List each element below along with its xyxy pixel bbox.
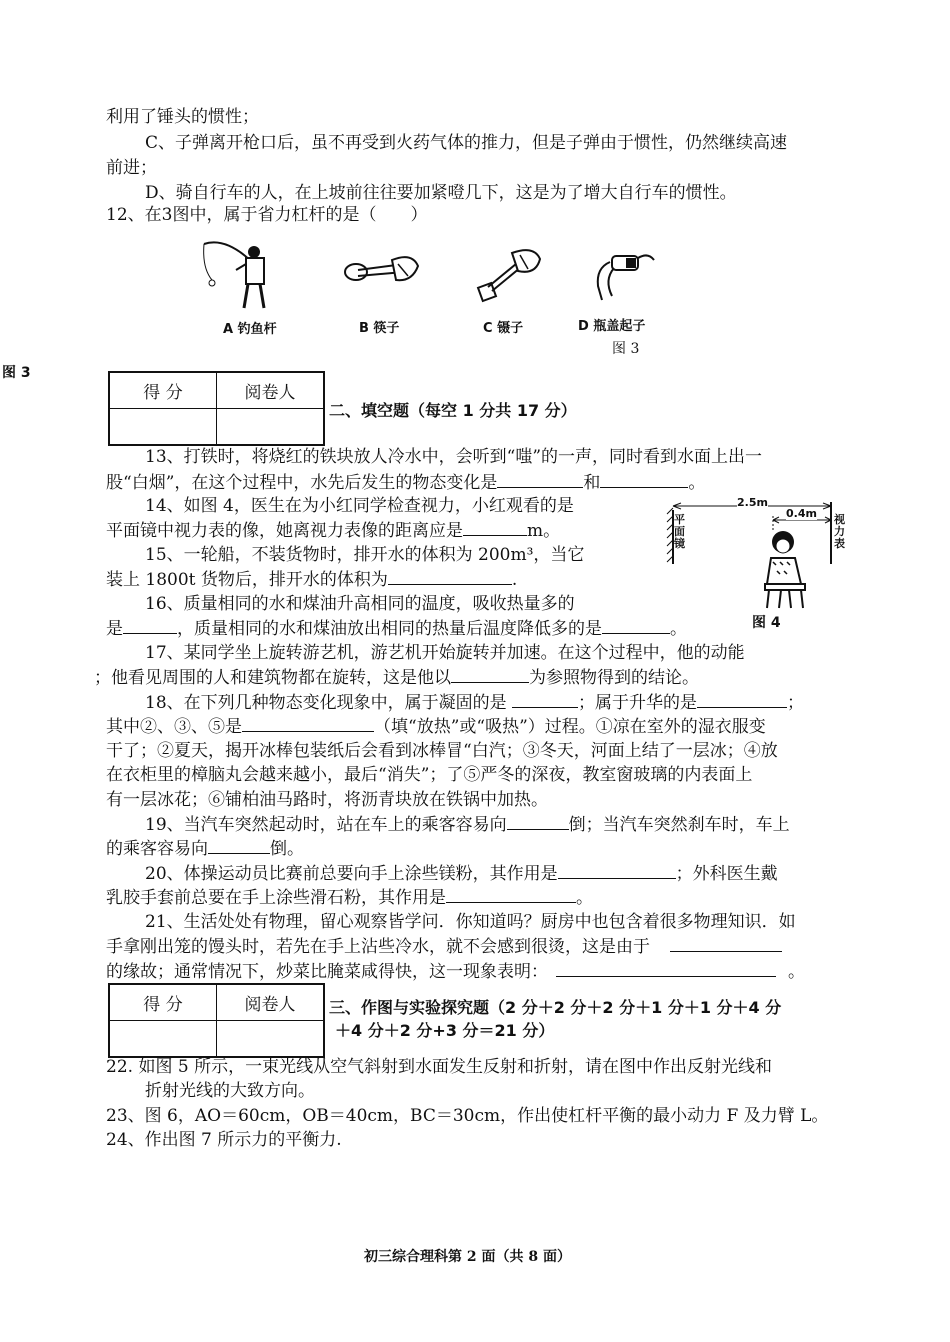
q20-text: 20、体操运动员比赛前总要向手上涂些镁粉，其作用是	[145, 864, 558, 884]
figure-4-mirror-label: 平面镜	[674, 513, 685, 550]
score-cell[interactable]	[109, 1021, 217, 1058]
question-15: 15、一轮船，不装货物时，排开水的体积为 200m³，当它	[145, 545, 585, 565]
question-24: 24、作出图 7 所示力的平衡力.	[106, 1130, 342, 1150]
q13-text: 和	[583, 473, 601, 493]
option-c: C、子弹离开枪口后，虽不再受到火药气体的推力，但是子弹由于惯性，仍然继续高速	[145, 133, 788, 153]
q18-blank-1[interactable]	[512, 691, 578, 708]
q21-blank-1[interactable]	[670, 935, 782, 952]
q13-text: 。	[688, 473, 706, 493]
q19-text: 19、当汽车突然起动时，站在车上的乘客容易向	[145, 815, 507, 835]
question-14-line2	[106, 519, 560, 542]
q20-text: ；外科医生戴	[675, 864, 778, 884]
question-19-line1	[145, 813, 790, 836]
reviewer-label: 阅卷人	[217, 984, 325, 1021]
q14-unit: m。	[527, 521, 561, 541]
q13-text: 股“白烟”，在这个过程中，水先后发生的物态变化是	[106, 473, 498, 493]
page-footer: 初三综合理科第 2 面（共 8 面）	[364, 1249, 571, 1265]
question-21-line2	[106, 935, 782, 958]
text-line: 利用了锤头的惯性；	[106, 107, 259, 127]
q18-text: （填“放热”或“吸热”）过程。①凉在室外的湿衣服变	[374, 717, 766, 737]
q20-blank-2[interactable]	[446, 886, 576, 903]
figure-4-distance-b: 0.4m	[786, 507, 817, 520]
figure-3-caption: 图 3	[612, 341, 640, 357]
figure-3-label-b: B 筷子	[359, 321, 400, 336]
question-16: 16、质量相同的水和煤油升高相同的温度，吸收热量多的	[145, 594, 575, 614]
section-2-title: 二、填空题（每空 1 分共 17 分）	[329, 401, 577, 420]
q16-end: 。	[670, 619, 687, 639]
figure-3-tweezers	[474, 247, 544, 305]
score-label: 得 分	[109, 984, 217, 1021]
question-13: 13、打铁时，将烧红的铁块放人冷水中，会听到“嗤”的一声，同时看到水面上出一	[145, 447, 763, 467]
figure-4-distance-a: 2.5m	[737, 496, 768, 509]
q15-end: .	[511, 570, 518, 590]
question-15-line2	[106, 568, 517, 591]
q13-blank-2[interactable]	[600, 471, 688, 488]
figure-3-label-d: D 瓶盖起子	[578, 319, 646, 334]
reviewer-cell[interactable]	[217, 409, 325, 446]
q19-text: 倒。	[270, 839, 304, 859]
reviewer-cell[interactable]	[217, 1021, 325, 1058]
question-23: 23、图 6，AO＝60cm，OB＝40cm，BC＝30cm，作出使杠杆平衡的最小动力 F 及力臂 L。	[106, 1106, 829, 1126]
question-14: 14、如图 4，医生在为小红同学检查视力，小红观看的是	[145, 496, 574, 516]
q16-text: 是	[106, 619, 123, 639]
figure-4-diagram	[655, 492, 855, 612]
q16-blank-1[interactable]	[123, 617, 177, 634]
q19-blank-2[interactable]	[208, 837, 270, 854]
q17-blank[interactable]	[451, 666, 529, 683]
section-3-title: 三、作图与实验探究题（2 分＋2 分＋2 分＋1 分＋1 分＋4 分	[329, 998, 782, 1017]
question-18-line4: 在衣柜里的樟脑丸会越来越小，最后“消失”；了⑤严冬的深夜，教室窗玻璃的内表面上	[106, 765, 753, 785]
question-21-line3	[106, 960, 805, 983]
q15-blank[interactable]	[388, 568, 512, 585]
q18-text: ；属于升华的是	[578, 693, 698, 713]
q21-text: 的缘故；通常情况下，炒菜比腌菜咸得快，这一现象表明：	[106, 962, 548, 982]
figure-3-chopsticks	[342, 250, 422, 300]
stray-figure-caption: 图 3	[2, 365, 31, 381]
option-d: D、骑自行车的人，在上坡前往往要加紧噔几下，这是为了增大自行车的惯性。	[145, 183, 737, 203]
score-label: 得 分	[109, 372, 217, 409]
figure-3-label-a: A 钓鱼杆	[223, 322, 277, 337]
score-cell[interactable]	[109, 409, 217, 446]
figure-4-chart-label: 视力表	[834, 513, 845, 550]
q13-blank-1[interactable]	[497, 471, 583, 488]
q15-text: 装上 1800t 货物后，排开水的体积为	[106, 570, 388, 590]
q18-text: 18、在下列几种物态变化现象中，属于凝固的是	[145, 693, 513, 713]
question-13-line2	[106, 471, 705, 494]
q20-text: 乳胶手套前总要在手上涂些滑石粉，其作用是	[106, 888, 446, 908]
q19-text: 倒；当汽车突然刹车时，车上	[568, 815, 790, 835]
question-22-line2: 折射光线的大致方向。	[145, 1081, 315, 1101]
figure-3-fishing-rod	[198, 238, 278, 310]
question-20-line1	[145, 862, 778, 885]
q18-text: 其中②、③、⑤是	[106, 717, 242, 737]
question-18-line1	[145, 691, 804, 714]
q16-blank-2[interactable]	[602, 617, 670, 634]
reviewer-label: 阅卷人	[217, 372, 325, 409]
q19-blank-1[interactable]	[507, 813, 569, 830]
q20-text: 。	[576, 888, 593, 908]
q18-blank-3[interactable]	[242, 715, 374, 732]
q21-blank-2[interactable]	[556, 960, 776, 977]
q21-end: 。	[788, 962, 805, 982]
score-table-section-2	[108, 371, 325, 446]
section-3-title-cont: ＋4 分＋2 分+3 分＝21 分）	[335, 1021, 555, 1040]
question-18-line2	[106, 715, 766, 738]
q17-text: ；他看见周围的人和建筑物都在旋转，这是他以	[94, 668, 451, 688]
question-18-line5: 有一层冰花；⑥铺柏油马路时，将沥青块放在铁锅中加热。	[106, 790, 548, 810]
figure-3-label-c: C 镊子	[483, 321, 524, 336]
q21-text: 手拿刚出笼的馒头时，若先在手上沾些冷水，就不会感到很烫，这是由于	[106, 937, 650, 957]
score-table-section-3	[108, 983, 325, 1058]
question-18-line3: 干了；②夏天，揭开冰棒包装纸后会看到冰棒冒“白汽；③冬天，河面上结了一层冰；④放	[106, 741, 778, 761]
q18-blank-2[interactable]	[697, 691, 787, 708]
q18-text: ；	[787, 693, 805, 713]
question-22: 22. 如图 5 所示，一束光线从空气斜射到水面发生反射和折射，请在图中作出反射光线和	[106, 1057, 773, 1077]
question-19-line2	[106, 837, 304, 860]
q20-blank-1[interactable]	[558, 862, 676, 879]
figure-4-caption: 图 4	[752, 615, 781, 631]
text-line: 前进；	[106, 158, 157, 178]
question-21-line1: 21、生活处处有物理，留心观察皆学问．你知道吗？厨房中也包含着很多物理知识．如	[145, 912, 796, 932]
question-16-line2	[106, 617, 687, 640]
question-17-line2	[94, 666, 699, 689]
question-17: 17、某同学坐上旋转游艺机，游艺机开始旋转并加速。在这个过程中，他的动能	[145, 643, 745, 663]
question-20-line2	[106, 886, 593, 909]
q14-text: 平面镜中视力表的像，她离视力表像的距离应是	[106, 521, 463, 541]
q19-text: 的乘客容易向	[106, 839, 208, 859]
q16-text: ，质量相同的水和煤油放出相同的热量后温度降低多的是	[177, 619, 602, 639]
q17-text: 为参照物得到的结论。	[529, 668, 699, 688]
question-12: 12、在3图中，属于省力杠杆的是（ ）	[106, 205, 428, 225]
q14-blank[interactable]	[463, 519, 527, 536]
figure-3-bottle-opener	[590, 246, 660, 304]
